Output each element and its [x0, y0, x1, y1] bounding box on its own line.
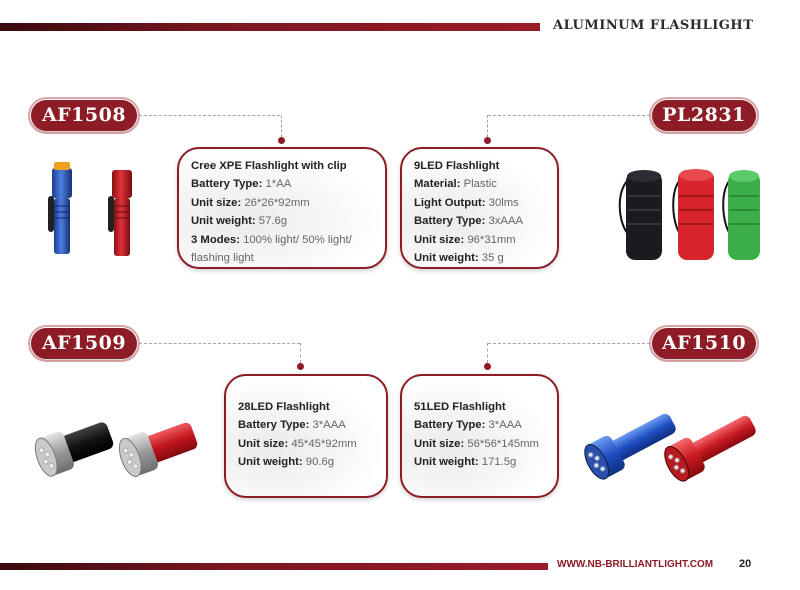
- spec-row: Unit size: 45*45*92mm: [238, 437, 357, 450]
- spec-row: 3 Modes: 100% light/ 50% light/ flashing light: [191, 233, 352, 265]
- footer-bar: [0, 563, 548, 570]
- connector-line: [281, 115, 282, 137]
- spec-row: Unit size: 26*26*92mm: [191, 196, 310, 209]
- spec-row: Unit weight: 35 g: [414, 252, 504, 265]
- product-title: 51LED Flashlight: [414, 401, 506, 413]
- product-title: 28LED Flashlight: [238, 401, 330, 413]
- connector-dot: [484, 137, 491, 144]
- connector-dot: [278, 137, 285, 144]
- product-title: 9LED Flashlight: [414, 160, 500, 172]
- connector-line: [139, 115, 280, 116]
- footer-website[interactable]: WWW.NB-BRILLIANTLIGHT.COM: [557, 559, 714, 570]
- product-photo-af1508: [38, 160, 158, 262]
- spec-row: Light Output: 30lms: [414, 196, 519, 209]
- product-code-badge-pl2831: PL2831: [652, 100, 756, 131]
- spec-row: Unit weight: 90.6g: [238, 456, 335, 469]
- page-number: 20: [739, 558, 752, 570]
- connector-line: [487, 343, 488, 363]
- spec-row: Battery Type: 3*AAA: [414, 419, 522, 432]
- connector-line: [487, 115, 488, 137]
- spec-row: Unit weight: 57.6g: [191, 215, 288, 228]
- product-photo-pl2831: [614, 162, 764, 264]
- connector-dot: [297, 363, 304, 370]
- spec-card-af1509: [224, 374, 388, 498]
- connector-dot: [484, 363, 491, 370]
- product-title: Cree XPE Flashlight with clip: [191, 160, 347, 172]
- spec-row: Battery Type: 1*AA: [191, 178, 292, 191]
- spec-card-pl2831: [400, 147, 559, 269]
- spec-row: Battery Type: 3xAAA: [414, 215, 524, 228]
- spec-row: Unit weight: 171.5g: [414, 456, 517, 469]
- connector-line: [139, 343, 300, 344]
- product-code-badge-af1510: AF1510: [652, 328, 756, 359]
- spec-row: Material: Plastic: [414, 178, 497, 191]
- product-photo-af1510: [582, 404, 757, 486]
- spec-card-af1510: [400, 374, 559, 498]
- header-bar: [0, 23, 540, 31]
- product-code-badge-af1508: AF1508: [31, 100, 137, 131]
- spec-card-af1508: [177, 147, 387, 269]
- connector-line: [488, 343, 650, 344]
- connector-line: [300, 343, 301, 363]
- product-photo-af1509: [32, 412, 202, 482]
- spec-row: Unit size: 56*56*145mm: [414, 437, 539, 450]
- connector-line: [488, 115, 650, 116]
- page-title: ALUMINUM FLASHLIGHT: [553, 18, 754, 33]
- spec-row: Battery Type: 3*AAA: [238, 419, 346, 432]
- spec-row: Unit size: 96*31mm: [414, 233, 516, 246]
- product-code-badge-af1509: AF1509: [31, 328, 137, 359]
